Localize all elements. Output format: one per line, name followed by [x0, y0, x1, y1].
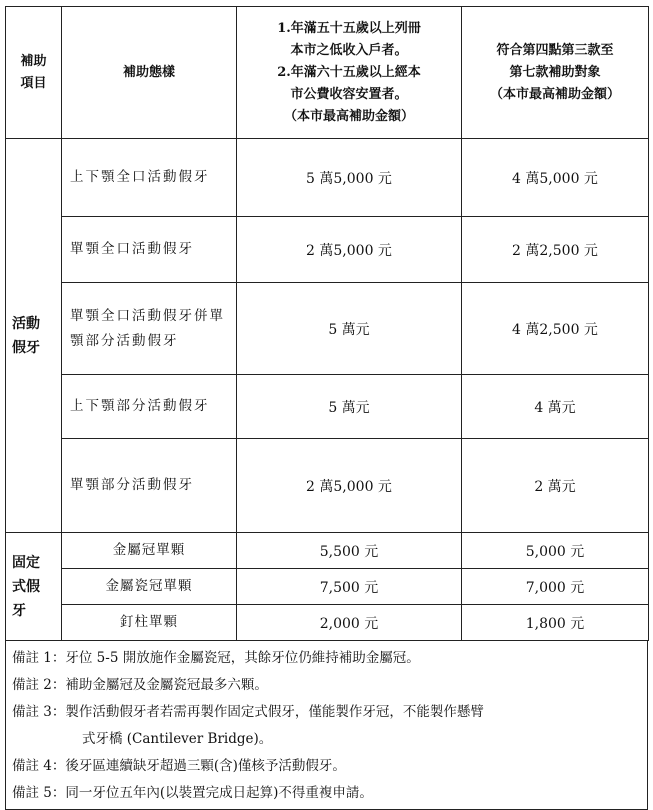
amount-other: 1,800 元: [462, 605, 649, 641]
header-low-income: [237, 7, 462, 139]
amount-low-income: 2 萬5,000 元: [237, 439, 462, 533]
note-item: 備註 4：後牙區連續缺牙超過三顆(含)僅核予活動假牙。: [12, 758, 346, 774]
category-line: 活動: [12, 315, 40, 332]
type-cell: 單顎部分活動假牙: [62, 439, 237, 533]
amount-low-income: 5 萬5,000 元: [237, 139, 462, 217]
amount-low-income: 5,500 元: [237, 533, 462, 569]
type-cell: 單顎全口活動假牙併單顎部分活動假牙: [62, 283, 237, 375]
amount-other: 4 萬5,000 元: [462, 139, 649, 217]
category-line: 固定: [12, 554, 40, 571]
amount-other: 7,000 元: [462, 569, 649, 605]
header-line: 本市之低收入戶者。: [290, 42, 408, 58]
table-row: [6, 569, 649, 605]
subsidy-table: [5, 6, 649, 641]
type-cell: 上下顎部分活動假牙: [62, 375, 237, 439]
header-item-line: 補助: [20, 53, 47, 69]
table-row: [6, 139, 649, 217]
note-item: 備註 3：製作活動假牙者若需再製作固定式假牙，僅能製作牙冠，不能製作懸臂: [12, 704, 484, 720]
header-type: 補助態樣: [62, 7, 237, 139]
type-cell: 金屬瓷冠單顆: [62, 569, 237, 605]
subsidy-document: [5, 6, 648, 801]
header-line: 市公費收容安置者。: [290, 86, 408, 102]
table-row: [6, 605, 649, 641]
header-line: （本市最高補助金額）: [489, 86, 620, 102]
amount-other: 2 萬元: [462, 439, 649, 533]
category-fixed-denture: [6, 533, 62, 641]
type-cell: 釘柱單顆: [62, 605, 237, 641]
category-line: 假牙: [12, 339, 40, 356]
note-item: 備註 2：補助金屬冠及金屬瓷冠最多六顆。: [12, 677, 268, 693]
header-line: 1.年滿五十五歲以上列冊: [277, 20, 421, 36]
header-row: [6, 7, 649, 139]
header-item: [6, 7, 62, 139]
notes-section: [5, 641, 648, 810]
amount-low-income: 2,000 元: [237, 605, 462, 641]
header-line: （本市最高補助金額）: [283, 108, 414, 124]
amount-low-income: 5 萬元: [237, 375, 462, 439]
amount-other: 4 萬2,500 元: [462, 283, 649, 375]
header-other: [462, 7, 649, 139]
amount-other: 2 萬2,500 元: [462, 217, 649, 283]
table-row: [6, 439, 649, 533]
table-row: [6, 217, 649, 283]
category-line: 牙: [12, 602, 26, 619]
amount-low-income: 2 萬5,000 元: [237, 217, 462, 283]
header-line: 2.年滿六十五歲以上經本: [277, 64, 421, 80]
note-item: 備註 5：同一牙位五年內(以裝置完成日起算)不得重複申請。: [12, 785, 373, 801]
header-item-line: 項目: [20, 75, 47, 91]
type-cell: 金屬冠單顆: [62, 533, 237, 569]
table-row: [6, 375, 649, 439]
amount-low-income: 5 萬元: [237, 283, 462, 375]
category-line: 式假: [12, 578, 40, 595]
note-item: 備註 1：牙位 5-5 開放施作金屬瓷冠，其餘牙位仍維持補助金屬冠。: [12, 650, 420, 666]
note-item-continuation: 式牙橋 (Cantilever Bridge)。: [82, 731, 273, 747]
amount-other: 5,000 元: [462, 533, 649, 569]
header-line: 符合第四點第三款至: [496, 42, 614, 58]
table-row: [6, 283, 649, 375]
amount-other: 4 萬元: [462, 375, 649, 439]
header-line: 第七款補助對象: [509, 64, 601, 80]
table-row: [6, 533, 649, 569]
amount-low-income: 7,500 元: [237, 569, 462, 605]
type-cell: 上下顎全口活動假牙: [62, 139, 237, 217]
type-cell: 單顎全口活動假牙: [62, 217, 237, 283]
category-removable-denture: [6, 139, 62, 533]
